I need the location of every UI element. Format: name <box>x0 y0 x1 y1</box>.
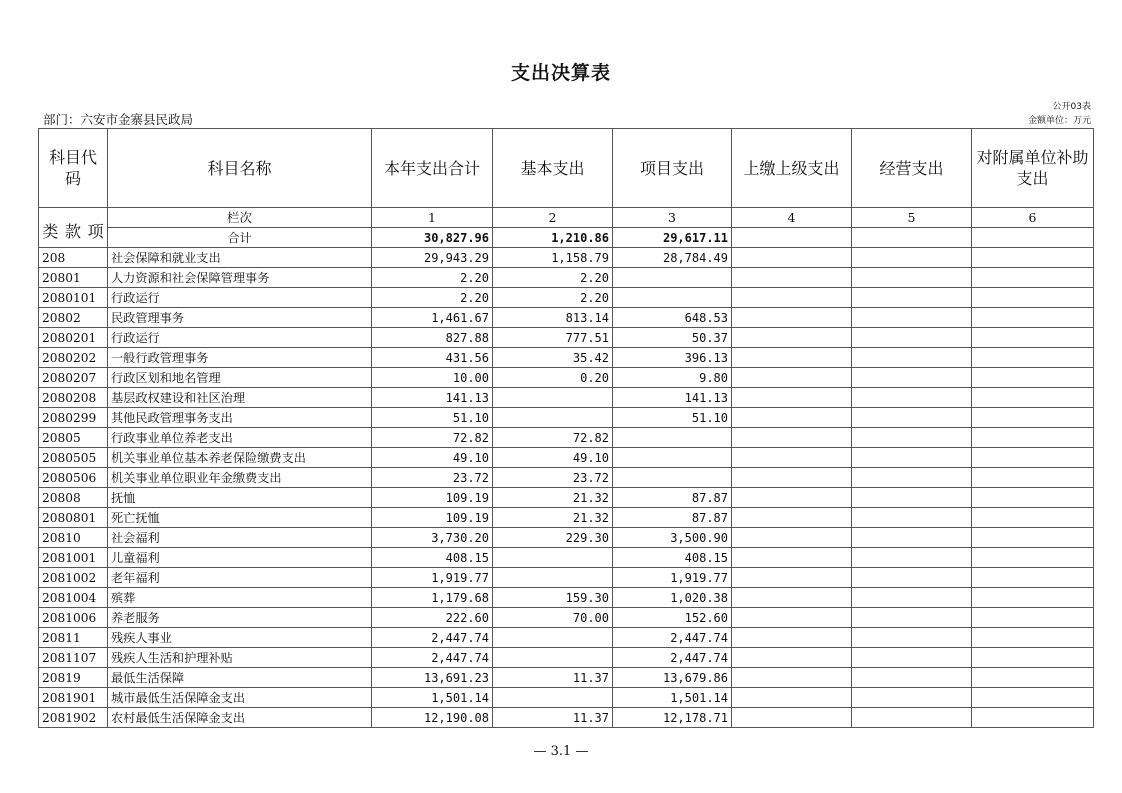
row-code: 20819 <box>39 668 108 688</box>
row-code: 2080505 <box>39 448 108 468</box>
row-name: 殡葬 <box>108 588 372 608</box>
row-subsidy <box>972 348 1094 368</box>
row-business <box>852 468 972 488</box>
row-upper <box>732 388 852 408</box>
row-name: 儿童福利 <box>108 548 372 568</box>
row-upper <box>732 408 852 428</box>
row-upper <box>732 268 852 288</box>
row-upper <box>732 608 852 628</box>
table-row <box>39 708 1094 728</box>
lei-kuan-xiang-header <box>39 208 108 248</box>
row-upper <box>732 328 852 348</box>
row-basic: 2.20 <box>493 268 613 288</box>
row-total: 408.15 <box>372 548 493 568</box>
row-upper <box>732 308 852 328</box>
row-upper <box>732 628 852 648</box>
row-total: 49.10 <box>372 448 493 468</box>
row-project: 648.53 <box>613 308 732 328</box>
row-upper <box>732 688 852 708</box>
row-subsidy <box>972 368 1094 388</box>
row-basic: 11.37 <box>493 668 613 688</box>
row-subsidy <box>972 428 1094 448</box>
row-basic: 21.32 <box>493 488 613 508</box>
row-upper <box>732 348 852 368</box>
row-basic: 70.00 <box>493 608 613 628</box>
row-name: 机关事业单位基本养老保险缴费支出 <box>108 448 372 468</box>
row-basic <box>493 408 613 428</box>
col-total-header: 本年支出合计 <box>372 129 493 208</box>
row-business <box>852 448 972 468</box>
row-business <box>852 508 972 528</box>
row-business <box>852 288 972 308</box>
row-subsidy <box>972 528 1094 548</box>
row-name: 基层政权建设和社区治理 <box>108 388 372 408</box>
row-subsidy <box>972 588 1094 608</box>
kuan-label: 款 <box>64 221 81 241</box>
table-row <box>39 688 1094 708</box>
row-project: 12,178.71 <box>613 708 732 728</box>
row-project: 152.60 <box>613 608 732 628</box>
row-business <box>852 628 972 648</box>
row-business <box>852 308 972 328</box>
row-code: 20805 <box>39 428 108 448</box>
row-basic: 159.30 <box>493 588 613 608</box>
row-total: 2,447.74 <box>372 628 493 648</box>
row-basic: 35.42 <box>493 348 613 368</box>
table-row <box>39 548 1094 568</box>
row-total: 51.10 <box>372 408 493 428</box>
row-business <box>852 408 972 428</box>
row-upper <box>732 468 852 488</box>
table-row <box>39 328 1094 348</box>
row-total: 13,691.23 <box>372 668 493 688</box>
row-name: 社会福利 <box>108 528 372 548</box>
row-project <box>613 288 732 308</box>
row-basic: 21.32 <box>493 508 613 528</box>
row-basic: 72.82 <box>493 428 613 448</box>
row-project: 2,447.74 <box>613 648 732 668</box>
col-subsidy-header: 对附属单位补助支出 <box>972 129 1094 208</box>
row-name: 行政事业单位养老支出 <box>108 428 372 448</box>
row-name: 民政管理事务 <box>108 308 372 328</box>
lei-label: 类 <box>42 221 59 241</box>
row-name: 行政区划和地名管理 <box>108 368 372 388</box>
col-basic-header: 基本支出 <box>493 129 613 208</box>
total-sum: 30,827.96 <box>372 228 493 248</box>
table-row <box>39 248 1094 268</box>
table-row <box>39 388 1094 408</box>
row-basic: 2.20 <box>493 288 613 308</box>
row-subsidy <box>972 388 1094 408</box>
row-subsidy <box>972 268 1094 288</box>
row-basic: 777.51 <box>493 328 613 348</box>
row-code: 20802 <box>39 308 108 328</box>
row-project: 3,500.90 <box>613 528 732 548</box>
row-basic: 1,158.79 <box>493 248 613 268</box>
row-basic: 11.37 <box>493 708 613 728</box>
row-name: 行政运行 <box>108 288 372 308</box>
row-business <box>852 648 972 668</box>
row-upper <box>732 448 852 468</box>
total-subsidy <box>972 228 1094 248</box>
row-code: 20810 <box>39 528 108 548</box>
row-business <box>852 568 972 588</box>
row-subsidy <box>972 248 1094 268</box>
table-row <box>39 468 1094 488</box>
total-project: 29,617.11 <box>613 228 732 248</box>
row-project: 2,447.74 <box>613 628 732 648</box>
row-code: 2080208 <box>39 388 108 408</box>
row-project: 396.13 <box>613 348 732 368</box>
page-number: — 3.1 — <box>533 744 589 759</box>
row-subsidy <box>972 568 1094 588</box>
row-code: 2081902 <box>39 708 108 728</box>
row-upper <box>732 668 852 688</box>
row-project: 51.10 <box>613 408 732 428</box>
col-number-3: 3 <box>613 208 732 228</box>
row-business <box>852 248 972 268</box>
row-total: 1,461.67 <box>372 308 493 328</box>
row-business <box>852 388 972 408</box>
col-project-header: 项目支出 <box>613 129 732 208</box>
row-code: 2081107 <box>39 648 108 668</box>
row-name: 人力资源和社会保障管理事务 <box>108 268 372 288</box>
row-project: 1,919.77 <box>613 568 732 588</box>
table-row <box>39 368 1094 388</box>
row-subsidy <box>972 288 1094 308</box>
row-business <box>852 668 972 688</box>
row-upper <box>732 708 852 728</box>
row-name: 社会保障和就业支出 <box>108 248 372 268</box>
col-number-2: 2 <box>493 208 613 228</box>
total-basic: 1,210.86 <box>493 228 613 248</box>
row-code: 2081006 <box>39 608 108 628</box>
row-name: 残疾人事业 <box>108 628 372 648</box>
row-project: 408.15 <box>613 548 732 568</box>
row-total: 2,447.74 <box>372 648 493 668</box>
row-code: 20811 <box>39 628 108 648</box>
row-project <box>613 468 732 488</box>
total-label: 合计 <box>108 228 372 248</box>
table-row <box>39 668 1094 688</box>
col-code-header: 科目代码 <box>39 129 108 208</box>
row-business <box>852 348 972 368</box>
page-title: 支出决算表 <box>510 62 611 84</box>
row-code: 2080299 <box>39 408 108 428</box>
col-number-1: 1 <box>372 208 493 228</box>
row-upper <box>732 528 852 548</box>
row-upper <box>732 508 852 528</box>
row-project: 1,501.14 <box>613 688 732 708</box>
table-row <box>39 308 1094 328</box>
row-subsidy <box>972 668 1094 688</box>
table-row <box>39 348 1094 368</box>
row-total: 72.82 <box>372 428 493 448</box>
row-code: 20801 <box>39 268 108 288</box>
row-name: 城市最低生活保障金支出 <box>108 688 372 708</box>
row-business <box>852 488 972 508</box>
row-total: 2.20 <box>372 288 493 308</box>
row-business <box>852 608 972 628</box>
row-business <box>852 368 972 388</box>
row-total: 10.00 <box>372 368 493 388</box>
row-subsidy <box>972 688 1094 708</box>
row-code: 2080207 <box>39 368 108 388</box>
row-upper <box>732 368 852 388</box>
col-name-header: 科目名称 <box>108 129 372 208</box>
form-code: 公开03表 <box>1052 102 1091 112</box>
table-row <box>39 448 1094 468</box>
row-total: 431.56 <box>372 348 493 368</box>
row-business <box>852 428 972 448</box>
row-project: 1,020.38 <box>613 588 732 608</box>
row-name: 老年福利 <box>108 568 372 588</box>
col-number-5: 5 <box>852 208 972 228</box>
row-total: 141.13 <box>372 388 493 408</box>
col-upper-header: 上缴上级支出 <box>732 129 852 208</box>
table-body <box>39 248 1094 728</box>
row-total: 827.88 <box>372 328 493 348</box>
row-business <box>852 328 972 348</box>
row-code: 2081002 <box>39 568 108 588</box>
row-subsidy <box>972 548 1094 568</box>
table-row <box>39 488 1094 508</box>
lanci-label: 栏次 <box>108 208 372 228</box>
row-name: 机关事业单位职业年金缴费支出 <box>108 468 372 488</box>
row-basic <box>493 388 613 408</box>
row-upper <box>732 588 852 608</box>
row-subsidy <box>972 468 1094 488</box>
row-code: 2080202 <box>39 348 108 368</box>
row-total: 23.72 <box>372 468 493 488</box>
total-business <box>852 228 972 248</box>
table-row <box>39 408 1094 428</box>
row-total: 1,919.77 <box>372 568 493 588</box>
row-basic: 229.30 <box>493 528 613 548</box>
row-name: 其他民政管理事务支出 <box>108 408 372 428</box>
row-subsidy <box>972 488 1094 508</box>
row-business <box>852 688 972 708</box>
row-basic <box>493 628 613 648</box>
row-upper <box>732 488 852 508</box>
table-row <box>39 568 1094 588</box>
row-subsidy <box>972 608 1094 628</box>
row-project: 87.87 <box>613 488 732 508</box>
row-upper <box>732 428 852 448</box>
row-subsidy <box>972 308 1094 328</box>
row-project: 13,679.86 <box>613 668 732 688</box>
xiang-label: 项 <box>87 221 104 241</box>
row-upper <box>732 288 852 308</box>
col-business-header: 经营支出 <box>852 129 972 208</box>
row-basic: 0.20 <box>493 368 613 388</box>
row-basic <box>493 648 613 668</box>
row-business <box>852 708 972 728</box>
total-upper <box>732 228 852 248</box>
total-row <box>39 228 1094 248</box>
table-row <box>39 268 1094 288</box>
row-name: 一般行政管理事务 <box>108 348 372 368</box>
table-row <box>39 648 1094 668</box>
table-row <box>39 508 1094 528</box>
row-name: 养老服务 <box>108 608 372 628</box>
row-code: 2081901 <box>39 688 108 708</box>
row-business <box>852 528 972 548</box>
row-total: 109.19 <box>372 508 493 528</box>
row-project: 87.87 <box>613 508 732 528</box>
row-basic <box>493 548 613 568</box>
row-project: 141.13 <box>613 388 732 408</box>
row-basic <box>493 568 613 588</box>
row-total: 2.20 <box>372 268 493 288</box>
row-code: 208 <box>39 248 108 268</box>
row-business <box>852 268 972 288</box>
row-name: 残疾人生活和护理补贴 <box>108 648 372 668</box>
row-name: 死亡抚恤 <box>108 508 372 528</box>
row-name: 抚恤 <box>108 488 372 508</box>
row-name: 最低生活保障 <box>108 668 372 688</box>
row-total: 3,730.20 <box>372 528 493 548</box>
row-name: 行政运行 <box>108 328 372 348</box>
row-total: 12,190.08 <box>372 708 493 728</box>
col-number-4: 4 <box>732 208 852 228</box>
row-name: 农村最低生活保障金支出 <box>108 708 372 728</box>
row-project <box>613 448 732 468</box>
row-subsidy <box>972 408 1094 428</box>
department-label: 部门：六安市金寨县民政局 <box>43 112 194 127</box>
unit-label: 金额单位：万元 <box>1027 116 1091 126</box>
row-business <box>852 548 972 568</box>
col-number-6: 6 <box>972 208 1094 228</box>
table-row <box>39 588 1094 608</box>
row-upper <box>732 648 852 668</box>
row-subsidy <box>972 508 1094 528</box>
row-total: 1,179.68 <box>372 588 493 608</box>
row-basic: 49.10 <box>493 448 613 468</box>
table-row <box>39 288 1094 308</box>
row-code: 2081004 <box>39 588 108 608</box>
row-code: 2080101 <box>39 288 108 308</box>
row-code: 2081001 <box>39 548 108 568</box>
row-business <box>852 588 972 608</box>
row-total: 222.60 <box>372 608 493 628</box>
table-row <box>39 608 1094 628</box>
row-total: 29,943.29 <box>372 248 493 268</box>
row-project <box>613 268 732 288</box>
row-subsidy <box>972 708 1094 728</box>
row-upper <box>732 568 852 588</box>
row-subsidy <box>972 328 1094 348</box>
row-upper <box>732 548 852 568</box>
row-code: 2080801 <box>39 508 108 528</box>
table-row <box>39 628 1094 648</box>
row-subsidy <box>972 448 1094 468</box>
row-basic <box>493 688 613 708</box>
expenditure-table <box>38 128 1094 728</box>
row-basic: 23.72 <box>493 468 613 488</box>
row-subsidy <box>972 628 1094 648</box>
row-project: 50.37 <box>613 328 732 348</box>
table-row <box>39 528 1094 548</box>
row-total: 1,501.14 <box>372 688 493 708</box>
row-code: 2080506 <box>39 468 108 488</box>
row-project: 28,784.49 <box>613 248 732 268</box>
row-project: 9.80 <box>613 368 732 388</box>
table-row <box>39 428 1094 448</box>
row-code: 2080201 <box>39 328 108 348</box>
row-upper <box>732 248 852 268</box>
row-code: 20808 <box>39 488 108 508</box>
row-basic: 813.14 <box>493 308 613 328</box>
row-subsidy <box>972 648 1094 668</box>
row-project <box>613 428 732 448</box>
row-total: 109.19 <box>372 488 493 508</box>
